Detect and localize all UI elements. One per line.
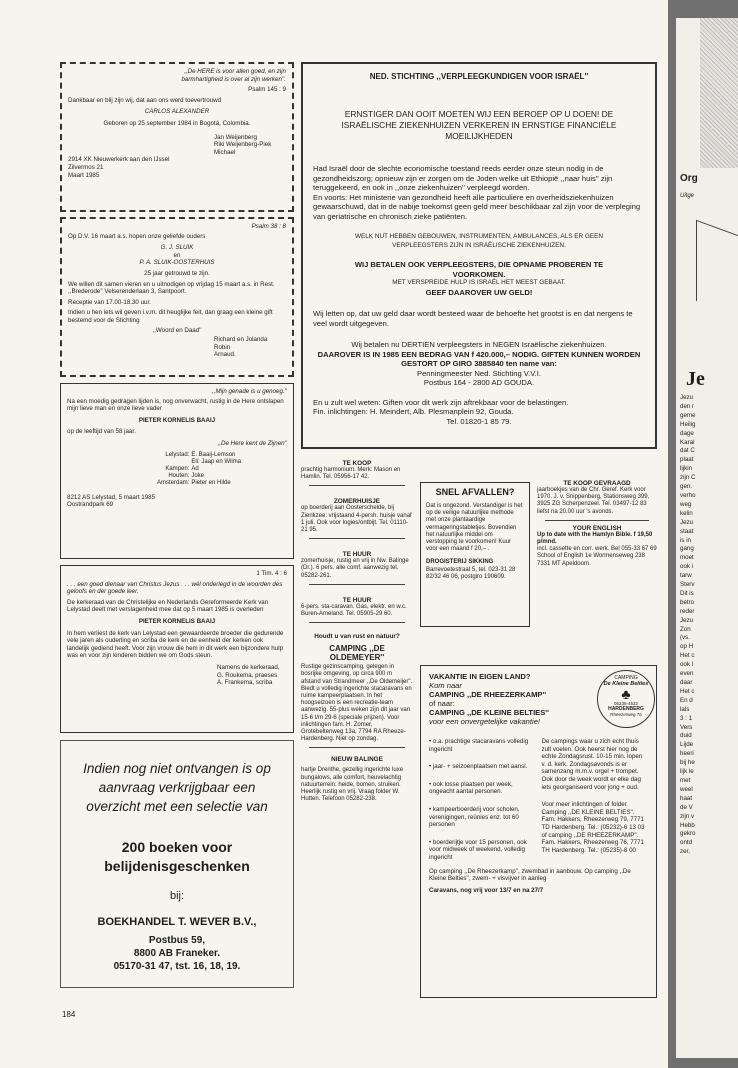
logo-town: HARDENBERG <box>608 706 644 712</box>
closing-text: En u zult wel weten: Giften voor dit werk zijn aftrekbaar voor de belastingen. <box>313 397 569 407</box>
parent-name: Michael <box>214 148 236 156</box>
shop-address: Barrevoetestraat 5, tel. 023-31 28 82/32 46 06, postgiro 190609. <box>426 567 516 581</box>
bold-text: DAAROVER IS IN 1985 EEN BEDRAG VAN f 420.000,– NODIG. GIFTEN KUNNEN WORDEN GESTORT OP GIRO 3885840 ten name van: <box>317 349 641 369</box>
bullet-icon: • <box>429 738 433 745</box>
classified-text: 6-pers. sta-caravan. Gas, elektr. en w.c. Buren-Ameland. Tel. 05905-29 60. <box>301 603 407 618</box>
article-line: dage <box>680 429 694 437</box>
quote: ,,De HERE is voor allen goed, en zijn barmhartigheid is over al zijn werken''. <box>181 68 286 83</box>
psalm-ref: Psalm 145 : 9 <box>248 86 286 94</box>
family-names: Eli: Jaap en Wilma <box>191 458 242 465</box>
celebrate-text: We willen dit samen vieren en u uitnodigen op vrijdag 15 maart a.s. in Rest. ,,Brederode'' Velserenderlaan 3, Santpoort. <box>68 280 275 296</box>
article-line: Jezu <box>680 394 694 401</box>
logo-phone: 05235-4532 <box>613 701 639 706</box>
birth-announcement <box>60 62 294 212</box>
article-line: 3 : 1 <box>680 714 693 722</box>
bullet-icon: • <box>429 805 433 813</box>
article-line: ook i <box>680 563 694 571</box>
article-line: Lijde <box>680 741 694 749</box>
article-line: tarw <box>680 572 692 580</box>
thanks-text: Dankbaar en blij zijn wij, dat aan ons werd toevertrouwd <box>68 96 222 104</box>
article-line: de V <box>680 803 693 811</box>
intro-text: Op D.V. 16 maart a.s. hopen onze geliefde ouders <box>68 232 206 240</box>
article-line: (vs. <box>680 634 690 642</box>
bullet-item: • ook losse plaatsen per week, ongeacht aantal personen. <box>429 780 513 796</box>
ad-title: SNEL AFVALLEN? <box>435 487 515 497</box>
account-line: Postbus 164 - 2800 AD GOUDA. <box>423 378 535 388</box>
classified-title: ZOMERHUISJE <box>333 498 381 506</box>
balinge-text: hartje Drenthe, gezellig ingerichte luxe bungalows, alle comfort, heuvelachtig natuurterrein: heide, bomen, struiken. Heerlijk rustig en vrij. Vraag folder W. Hutten. Telefoon 05282-238. <box>301 767 404 803</box>
quote: ,,De Here kent de Zijnen'' <box>217 439 287 447</box>
article-line: heeri <box>680 750 694 758</box>
classified-text: prachtig harmonium. Merk: Mason en Hamlin. Tel. 05956-17 42. <box>301 467 401 481</box>
and-text: en <box>173 251 181 259</box>
article-line: Jezu <box>680 616 694 624</box>
article-line: bij he <box>680 759 695 767</box>
bold-text: WIJ BETALEN OOK VERPLEEGSTERS, DIE OPNAME PROBEREN TE VOORKOMEN. <box>354 260 604 279</box>
israel-nurses-ad <box>301 62 657 449</box>
bullet-icon: • <box>429 780 433 788</box>
ad-text: Dat is ongezond. Verstandiger is het op de veilige natuurlijke methode met onze plantaardige vermageringstabletjes. Bovendien het natuurlijke middel om verstopping te voorkomen! Kuur voor een maand f 20,– . <box>426 503 523 553</box>
person-name: G. J. SLUIK <box>160 244 194 252</box>
article-line: Vers <box>680 723 693 731</box>
account-line: Penningmeester Ned. Stichting V.V.I. <box>417 368 541 378</box>
classified-title: TE KOOP <box>342 460 372 467</box>
bullet-item: • kampeerboerderij voor scholen, verenigingen, reünies enz. tot 60 personen <box>429 805 520 829</box>
article-line: Jezu <box>680 518 694 526</box>
quote: ,,Mijn genade is u genoeg.'' <box>212 388 287 395</box>
lead-text: Indien nog niet ontvangen is op aanvraag verkrijgbaar een overzicht met een selectie van <box>83 761 271 814</box>
article-line: Sterv <box>680 581 695 589</box>
article-line: duid <box>680 732 692 740</box>
family-names: E. Baaij-Lemson <box>191 451 236 458</box>
classified-title: TE HUUR <box>342 551 372 559</box>
article-line: zijn C <box>680 474 696 482</box>
child-name: CARLOS ALEXANDER <box>144 108 210 116</box>
family-place: Kampen: <box>165 465 190 472</box>
address-line: Oostrandpark 69 <box>67 501 114 509</box>
classified-text: op boerderij aan Oosterschelde, bij Zierikzee: vrijstaand 4-persh. huisje vanaf 1 juli. Ook voor logies/ontbijt. Tel. 01110-21 95. <box>301 505 412 534</box>
article-line: lals <box>680 705 690 713</box>
article-line: verho <box>680 491 696 499</box>
family-names: Joke <box>191 473 205 480</box>
bible-ref: 1 Tim. 4 : 6 <box>256 570 287 577</box>
article-line: reder <box>680 607 695 615</box>
or-text: of naar: <box>429 699 455 708</box>
bold-text: GEEF DAAROVER UW GELD! <box>425 287 533 297</box>
article-line: Zon <box>680 625 691 633</box>
address-line: Maart 1985 <box>68 171 100 179</box>
bullet-item: • boerderijtje voor 15 personen, ook voor midweek of weekend, volledig ingericht <box>429 838 527 861</box>
bullet-icon: • <box>429 838 433 846</box>
address-line: 2914 XK Nieuwerkerk aan den IJssel <box>68 156 170 164</box>
article-line: op H <box>680 643 694 651</box>
article-line: zijn v <box>680 812 695 820</box>
camping-name: CAMPING ,,DE RHEEZERKAMP'' <box>429 690 547 699</box>
address-line: Postbus 59, <box>148 935 206 946</box>
caps-text: WELK NUT HEBBEN GEBOUWEN, INSTRUMENTEN, AMBULANCES, ALS ER GEEN VERPLEEGSTERS ZIJN IN ISRAËLISCHE ZIEKENHUIZEN. <box>354 233 604 249</box>
classified-text: zomerhuisje, rustig en vrij in Nw. Balinge (Dr.). 6 pers. alle comf. aanwezig tel. 05282-261. <box>301 558 409 579</box>
bullet-item: • jaar- + seizoenplaatsen met aansl. <box>429 763 528 771</box>
age-text: op de leeftijd van 58 jaar. <box>67 428 136 436</box>
camping-contact: Voor meer inlichtingen of folder Camping ,,DE KLEINE BELTIES''. Fam. Hakkers, Rheezerweg 79, 7771 TD Hardenberg. Tel.: (05232)-6 13 03 of camping ,,DE RHEEZERKAMP''. Fam. Hakkers, Rheezerweg 76, 7771 TH Hardenberg. Tel.: (05235)-8 00 <box>541 801 645 854</box>
page-number: 184 <box>62 1010 76 1019</box>
wanted-text: jaarboekjes van de Chr. Geref. Kerk voor 1970. J. v. Snippenberg, Stationsweg 399, 3925 ZG Scherpenzeel. Tel. 03497-12 83 liefst na 20.00 uur 's avonds. <box>537 487 650 515</box>
stichting-name: ,,Woord en Daad'' <box>152 326 202 334</box>
article-line: moet <box>680 554 694 562</box>
small-caps-text: MET VERSPREIDE HULP IS ISRAËL HET MEEST GEBAAT. <box>392 279 566 287</box>
family-place <box>157 459 189 466</box>
headline: ERNSTIGER DAN OOIT MOETEN WIJ EEN BEROEP OP U DOEN! DE ISRAËLISCHE ZIEKENHUIZEN VERKEREN IN ERNSTIGE FINANCIËLE MOEILIJKHEDEN <box>341 109 617 141</box>
oldemeyer-lead: Houdt u van rust en natuur? <box>314 633 400 641</box>
person-name: P. A. SLUIK-OOSTERHUIS <box>139 259 215 267</box>
oldemeyer-text: Rustige gezinscamping, gelegen in bosrijke omgeving, op circa 900 m afstand van Strandmeer ,,De Oldemeijer''. Biedt u volledig ingerichte stacaravans en ruime kampeerplaatsen. In het hoogseizoen is een recreatie-team aanwezig. 55-plus weken zijn dit jaar van 15-6 t/m 29-6 (speciale prijzen). Voor inlichtingen fam. H. Zomer, Grotebeltenweg 13a, 7794 RA Rheeze-Hardenberg. Niet op zondag. <box>301 664 413 743</box>
article-line: gekro <box>680 830 696 838</box>
signed-name: A. Frankema, scriba <box>217 679 273 687</box>
family-place: Houten: <box>168 473 190 480</box>
article-line: En d <box>680 696 693 704</box>
camping-footer: Caravans, nog vrij voor 13/7 en na 27/7 <box>429 886 544 894</box>
address-line: 8800 AB Franeker. <box>133 948 221 959</box>
shop-name: BOEKHANDEL T. WEVER B.V., <box>97 916 257 928</box>
article-line: betro <box>680 598 695 606</box>
address-line: 8212 AS Lelystad, 5 maart 1985 <box>67 493 156 501</box>
anniversary-announcement <box>60 217 294 377</box>
bullet-icon: • <box>429 763 433 771</box>
body-text: In hem verliest de kerk van Lelystad een gewaardeerde broeder die gedurende vele jaren als ouderling en scriba de kerk en de eenheid der kerken ook landelijk gediend heeft. Voor zijn vrouw die hem in dit werk een bijzondere hulp was en voor zijn kinderen bidden we om Gods steun. <box>67 629 284 660</box>
line-diagram <box>696 220 738 317</box>
article-column <box>680 394 738 857</box>
shop-name: DROGISTERIJ SIKKING <box>426 559 494 566</box>
headline: 200 boeken voor belijdenisgeschenken <box>104 839 250 874</box>
signed-name: Robin <box>214 343 231 351</box>
parent-name: Jan Weijenberg <box>214 133 257 141</box>
article-line: zer, <box>680 848 690 856</box>
paragraph: Wij letten op, dat uw geld daar wordt besteed waar de behoefte het grootst is en dat nergens te veel wordt uitgegeven. <box>313 309 633 328</box>
family-names: Ad <box>191 465 199 472</box>
signed-name: G. Roukema, praeses <box>217 671 278 679</box>
halftone-strip <box>700 18 738 168</box>
big-heading: Je <box>686 368 705 390</box>
quote: . . . een goed dienaar van Christus Jezus . . . wél onderlegd in de woorden des geloofs en der goede leer. <box>67 580 283 596</box>
english-bold: Up to date with the Hamlyn Bible. f 19,50 p/mnd. <box>537 531 653 546</box>
death-announcement-church <box>60 565 294 733</box>
article-line: dat C <box>680 447 695 455</box>
article-line: lijkin <box>680 465 693 473</box>
oldemeyer-title: CAMPING ,,DE OLDEMEYER'' <box>329 644 385 663</box>
camping-name: CAMPING ,,DE KLEINE BELTIES'' <box>429 708 549 717</box>
article-line: Karal <box>680 438 695 446</box>
bullet-list <box>429 732 536 862</box>
married-text: 25 jaar getrouwd te zijn. <box>144 269 210 277</box>
family-place: Amsterdam: <box>157 480 190 487</box>
paragraph: Had Israël door de slechte economische toestand reeds eerder onze steun nodig in de gezondheidszorg; opnieuw zijn er zorgen om de Joden welke uit Ethiopië ,,naar huis'' zijn teruggekeerd, en ook in ,,onze ziekenhuizen'' verpleegd worden. <box>313 164 613 192</box>
family-place: Lelystad: <box>165 451 190 458</box>
bij-text: bij: <box>169 890 185 902</box>
notice-text: De kerkeraad van de Christelijke en Nederlands Gereformeerde Kerk van Lelystad deelt met verslagenheid mee dat op 5 maart 1985 is overleden <box>67 598 269 614</box>
wanted-column <box>537 480 657 630</box>
article-line: ontd <box>680 839 693 847</box>
signed-name: Namens de kerkeraad, <box>217 663 280 671</box>
article-line: Heilig <box>680 420 696 428</box>
signed-name: Richard en Jolanda <box>214 336 268 344</box>
tagline: voor een onvergetelijke vakantie! <box>429 717 541 726</box>
camping-logo <box>597 670 655 728</box>
bullet-item: • o.a. prachtige stacaravans volledig ingericht <box>429 738 529 753</box>
deceased-name: PIETER KORNELIS BAAIJ <box>138 617 216 625</box>
article-line: met <box>680 776 691 784</box>
logo-street: Rheezerweg 76 <box>610 712 642 717</box>
paragraph: En voorts: Het ministerie van gezondheid heeft alle particuliere en overheidsziekenhuizen gewaarschuwd, dat in de nabije toekomst geen geld meer beschikbaar zal zijn voor de verpleging van geriatrische en chronisch zieke patiënten. <box>313 192 641 221</box>
gift-text: Indien u hen iets wil geven i.v.m. dit heuglijke feit, dan graag een kleine gift bestemd voor de Stichting <box>68 309 273 324</box>
signed-name: Arnaud. <box>214 351 236 359</box>
article-line: staat <box>680 527 694 535</box>
org-heading: Org <box>680 173 698 184</box>
article-line: haat <box>680 794 693 802</box>
article-line: is in <box>680 536 692 544</box>
ad-title: NED. STICHTING ,,VERPLEEGKUNDIGEN VOOR ISRAËL'' <box>369 72 589 81</box>
tree-icon: ♣ <box>621 686 631 702</box>
article-line: gang <box>680 545 694 553</box>
article-line: weel <box>680 785 693 793</box>
bookshop-ad <box>60 740 294 988</box>
english-title: YOUR ENGLISH <box>572 524 622 532</box>
psalm-ref: Psalm 38 : 8 <box>251 223 286 230</box>
uitg-text: Uitge <box>680 193 695 199</box>
article-line: kelin <box>680 509 693 517</box>
lead: Kom naar <box>429 681 462 690</box>
birth-text: Geboren op 25 september 1984 in Bogotá, Colombia. <box>103 119 251 127</box>
parent-name: Riki Weijenberg-Piek <box>214 141 272 149</box>
article-line: plaat <box>680 456 694 464</box>
classified-title: TE HUUR <box>342 596 372 604</box>
article-line: daar <box>680 679 693 686</box>
article-line: weg <box>680 500 692 508</box>
paragraph: Wij betalen nu DERTIEN verpleegsters in NEGEN Israëlische ziekenhuizen. <box>351 340 607 350</box>
logo-top: CAMPING <box>614 675 638 681</box>
family-names: Pieter en Hilde <box>191 480 231 487</box>
deceased-name: PIETER KORNELIS BAAIJ <box>138 416 216 424</box>
reception-text: Receptie van 17.00-18.30 uur. <box>68 298 151 306</box>
article-line: Hebb <box>680 821 695 829</box>
article-line: den r <box>680 402 695 410</box>
article-line: ook l <box>680 661 694 669</box>
address-line: Zilvermos 21 <box>68 163 104 171</box>
article-line: geme <box>680 411 696 419</box>
english-text: incl. cassette en corr. werk. Bel 055-33 67 69 School of English 1e Wormenseweg 238 7331 MT Apeldoorn. <box>537 546 657 567</box>
article-line: Dit is <box>680 589 694 597</box>
drugstore-ad <box>420 482 530 627</box>
camping-footer: Op camping ,,De Rheezerkamp'', zwembad in aanbouw. Op camping ,,De Kleine Belties'', zwem- + visvijver in aanleg <box>429 867 631 883</box>
logo-name: De Kleine Belties <box>603 681 649 687</box>
next-page-strip <box>676 18 738 1058</box>
tel-text: Tel. 01820-1 85 79. <box>446 416 512 426</box>
death-announcement-family <box>60 383 294 559</box>
address-line: 05170-31 47, tst. 16, 18, 19. <box>113 961 241 972</box>
balinge-title: NIEUW BALINGE <box>331 756 383 764</box>
classifieds-column <box>301 460 413 990</box>
article-line: even <box>680 670 694 678</box>
question: VAKANTIE IN EIGEN LAND? <box>429 672 531 681</box>
camping-description: De campings waar u zich echt thuis zult voelen. Ook heerst hier nog de echte Zondagsrust. 10-15 min. lopen v. d. kerk. Zondagsavonds is er samenzang m.m.v. orgel + trompet. Ook door de week wordt er elke dag iets georganiseerd voor jong + oud. <box>541 738 643 791</box>
wanted-title: TE KOOP GEVRAAGD <box>563 480 631 487</box>
article-line: Het c <box>680 652 695 660</box>
info-text: Fin. inlichtingen: H. Meindert, Alb. Plesmanplein 92, Gouda. <box>313 407 514 417</box>
notice-text: Na een moedig gedragen lijden is, nog onverwacht, rustig in de Here ontslapen mijn lieve man en onze lieve vader <box>67 397 284 413</box>
camping-ad <box>420 665 657 998</box>
article-line: Het c <box>680 687 695 695</box>
article-line: gen. <box>680 483 693 491</box>
article-line: lijk le <box>680 768 694 776</box>
